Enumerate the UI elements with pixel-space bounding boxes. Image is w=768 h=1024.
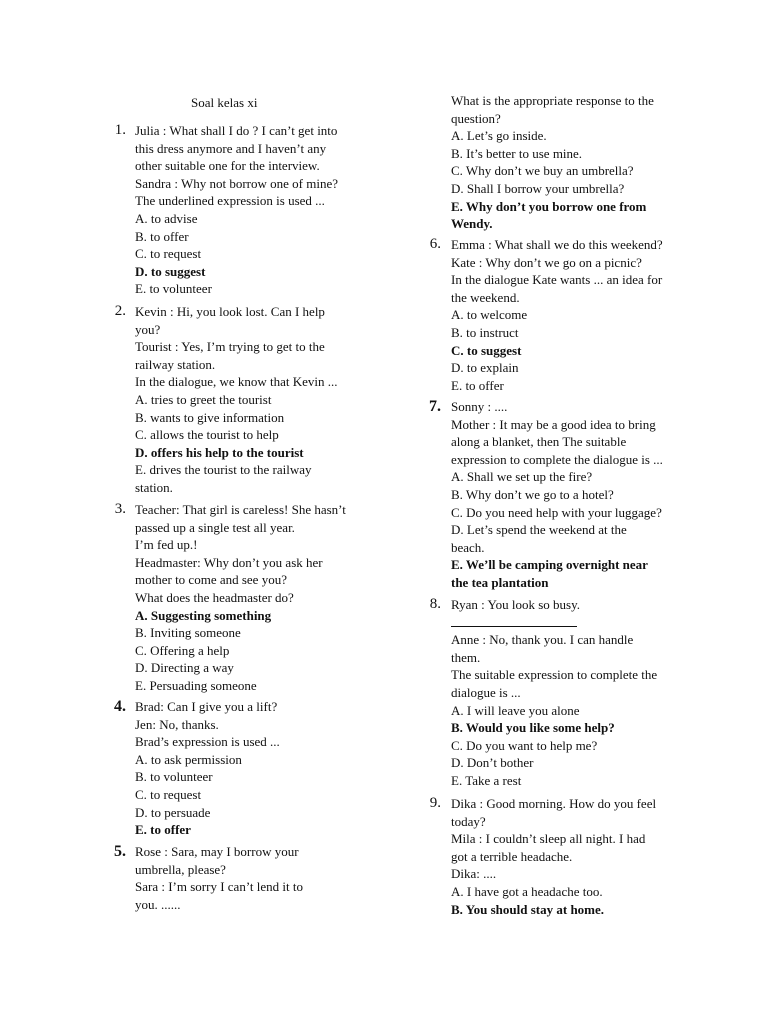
- answer-key-line: A. Suggesting something: [135, 607, 272, 623]
- question-line: today?: [451, 813, 486, 829]
- question-line: A. to welcome: [451, 307, 528, 323]
- answer-key-line: D. to suggest: [135, 263, 206, 279]
- question-line: Julia : What shall I do ? I can’t get into: [135, 123, 338, 138]
- question-body: [135, 843, 367, 913]
- question-body: [451, 398, 683, 592]
- question-line: dialogue is ...: [451, 684, 521, 700]
- question-line: E. Take a rest: [451, 772, 522, 788]
- question-line: umbrella, please?: [135, 861, 226, 877]
- question-line: What is the appropriate response to the: [451, 93, 654, 108]
- question-body: [451, 795, 683, 918]
- question-line: D. to persuade: [135, 804, 211, 820]
- question-line: C. allows the tourist to help: [135, 427, 279, 443]
- question-line: Tourist : Yes, I’m trying to get to the: [135, 339, 325, 355]
- question-number: 7.: [429, 398, 441, 415]
- question-line: B. Why don’t we go to a hotel?: [451, 486, 614, 502]
- question-line: B. Inviting someone: [135, 625, 241, 641]
- question-line: A. tries to greet the tourist: [135, 391, 272, 407]
- question-line: mother to come and see you?: [135, 572, 287, 588]
- question-line: Sara : I’m sorry I can’t lend it to: [135, 879, 303, 895]
- question-line: Mila : I couldn’t sleep all night. I had: [451, 831, 646, 847]
- question-line: E. to offer: [451, 377, 504, 393]
- question-line: In the dialogue Kate wants ... an idea for: [451, 272, 663, 288]
- question-line: Sonny : ....: [451, 399, 508, 414]
- question-body: [451, 596, 683, 790]
- question-line: E. Persuading someone: [135, 677, 257, 693]
- question-body: [135, 698, 367, 839]
- question-line: you. ......: [135, 896, 181, 912]
- question-line: the weekend.: [451, 289, 520, 305]
- question-line: question?: [451, 110, 501, 126]
- question-body: [451, 92, 683, 233]
- question-number: 9.: [429, 795, 441, 811]
- question-number: 5.: [114, 843, 126, 860]
- question-line: In the dialogue, we know that Kevin ...: [135, 374, 338, 390]
- question-body: [451, 236, 683, 394]
- question-line: What does the headmaster do?: [135, 589, 294, 605]
- question-number: 8.: [429, 596, 441, 612]
- answer-key-line: B. You should stay at home.: [451, 901, 605, 917]
- question-line: D. to explain: [451, 360, 519, 376]
- question-line: B. wants to give information: [135, 409, 285, 425]
- question-line: Teacher: That girl is careless! She hasn’t: [135, 502, 346, 517]
- question-number: 2.: [114, 303, 126, 319]
- question-line: Dika: ....: [451, 866, 497, 882]
- answer-key-line: B. Would you like some help?: [451, 720, 615, 736]
- question-line: A. I have got a headache too.: [451, 883, 603, 899]
- answer-key-line: E. Why don’t you borrow one from: [451, 198, 647, 214]
- question-line: A. Let’s go inside.: [451, 128, 547, 144]
- question-line: D. Let’s spend the weekend at the: [451, 522, 627, 538]
- question-line: B. to volunteer: [135, 769, 213, 785]
- question-line: A. I will leave you alone: [451, 702, 580, 718]
- question-body: [135, 501, 367, 695]
- question-body: [135, 303, 367, 497]
- answer-key-line: C. to suggest: [451, 342, 522, 358]
- question-line: The suitable expression to complete the: [451, 667, 658, 683]
- question-line: Brad’s expression is used ...: [135, 734, 280, 750]
- question-number: 4.: [114, 698, 126, 715]
- question-line: this dress anymore and I haven’t any: [135, 140, 327, 156]
- question-line: C. Why don’t we buy an umbrella?: [451, 163, 634, 179]
- question-line: Brad: Can I give you a lift?: [135, 699, 278, 714]
- question-line: them.: [451, 649, 481, 665]
- question-line: railway station.: [135, 356, 216, 372]
- question-line: other suitable one for the interview.: [135, 158, 320, 174]
- question-line: you?: [135, 321, 161, 337]
- answer-blank: [451, 614, 683, 632]
- question-line: B. to instruct: [451, 324, 519, 340]
- question-line: C. Offering a help: [135, 642, 230, 658]
- page-title: Soal kelas xi: [191, 95, 258, 110]
- answer-key-line: the tea plantation: [451, 574, 549, 590]
- question-line: C. Do you want to help me?: [451, 737, 598, 753]
- question-line: passed up a single test all year.: [135, 519, 295, 535]
- question-line: C. to request: [135, 786, 202, 802]
- question-line: D. Don’t bother: [451, 755, 534, 771]
- question-line: Anne : No, thank you. I can handle: [451, 632, 634, 648]
- question-body: [135, 122, 367, 298]
- question-line: Kevin : Hi, you look lost. Can I help: [135, 304, 325, 319]
- question-line: B. to offer: [135, 228, 189, 244]
- question-line: C. to request: [135, 246, 202, 262]
- question-line: E. drives the tourist to the railway: [135, 462, 312, 478]
- answer-key-line: Wendy.: [451, 216, 493, 232]
- question-line: Mother : It may be a good idea to bring: [451, 416, 656, 432]
- question-line: Emma : What shall we do this weekend?: [451, 237, 663, 252]
- question-line: The underlined expression is used ...: [135, 193, 325, 209]
- question-line: expression to complete the dialogue is ...: [451, 451, 663, 467]
- answer-key-line: E. to offer: [135, 822, 191, 838]
- question-line: beach.: [451, 539, 485, 555]
- question-line: Kate : Why don’t we go on a picnic?: [451, 254, 642, 270]
- question-line: Headmaster: Why don’t you ask her: [135, 554, 323, 570]
- question-number: 1.: [114, 122, 126, 138]
- question-number: 3.: [114, 501, 126, 517]
- blank-underline: [451, 615, 577, 627]
- question-line: Ryan : You look so busy.: [451, 597, 581, 612]
- question-line: along a blanket, then The suitable: [451, 434, 627, 450]
- question-line: A. to advise: [135, 210, 198, 226]
- question-line: C. Do you need help with your luggage?: [451, 504, 662, 520]
- question-line: Sandra : Why not borrow one of mine?: [135, 175, 339, 191]
- question-line: A. to ask permission: [135, 751, 242, 767]
- question-line: Rose : Sara, may I borrow your: [135, 844, 299, 859]
- question-number: 6.: [429, 236, 441, 252]
- question-line: E. to volunteer: [135, 281, 212, 297]
- question-line: station.: [135, 479, 173, 495]
- question-line: D. Directing a way: [135, 660, 234, 676]
- question-line: B. It’s better to use mine.: [451, 145, 583, 161]
- answer-key-line: D. offers his help to the tourist: [135, 444, 304, 460]
- question-line: got a terrible headache.: [451, 848, 573, 864]
- question-line: Jen: No, thanks.: [135, 716, 219, 732]
- question-line: A. Shall we set up the fire?: [451, 469, 593, 485]
- question-line: I’m fed up.!: [135, 537, 198, 553]
- question-line: D. Shall I borrow your umbrella?: [451, 180, 625, 196]
- question-line: Dika : Good morning. How do you feel: [451, 796, 657, 811]
- answer-key-line: E. We’ll be camping overnight near: [451, 557, 648, 573]
